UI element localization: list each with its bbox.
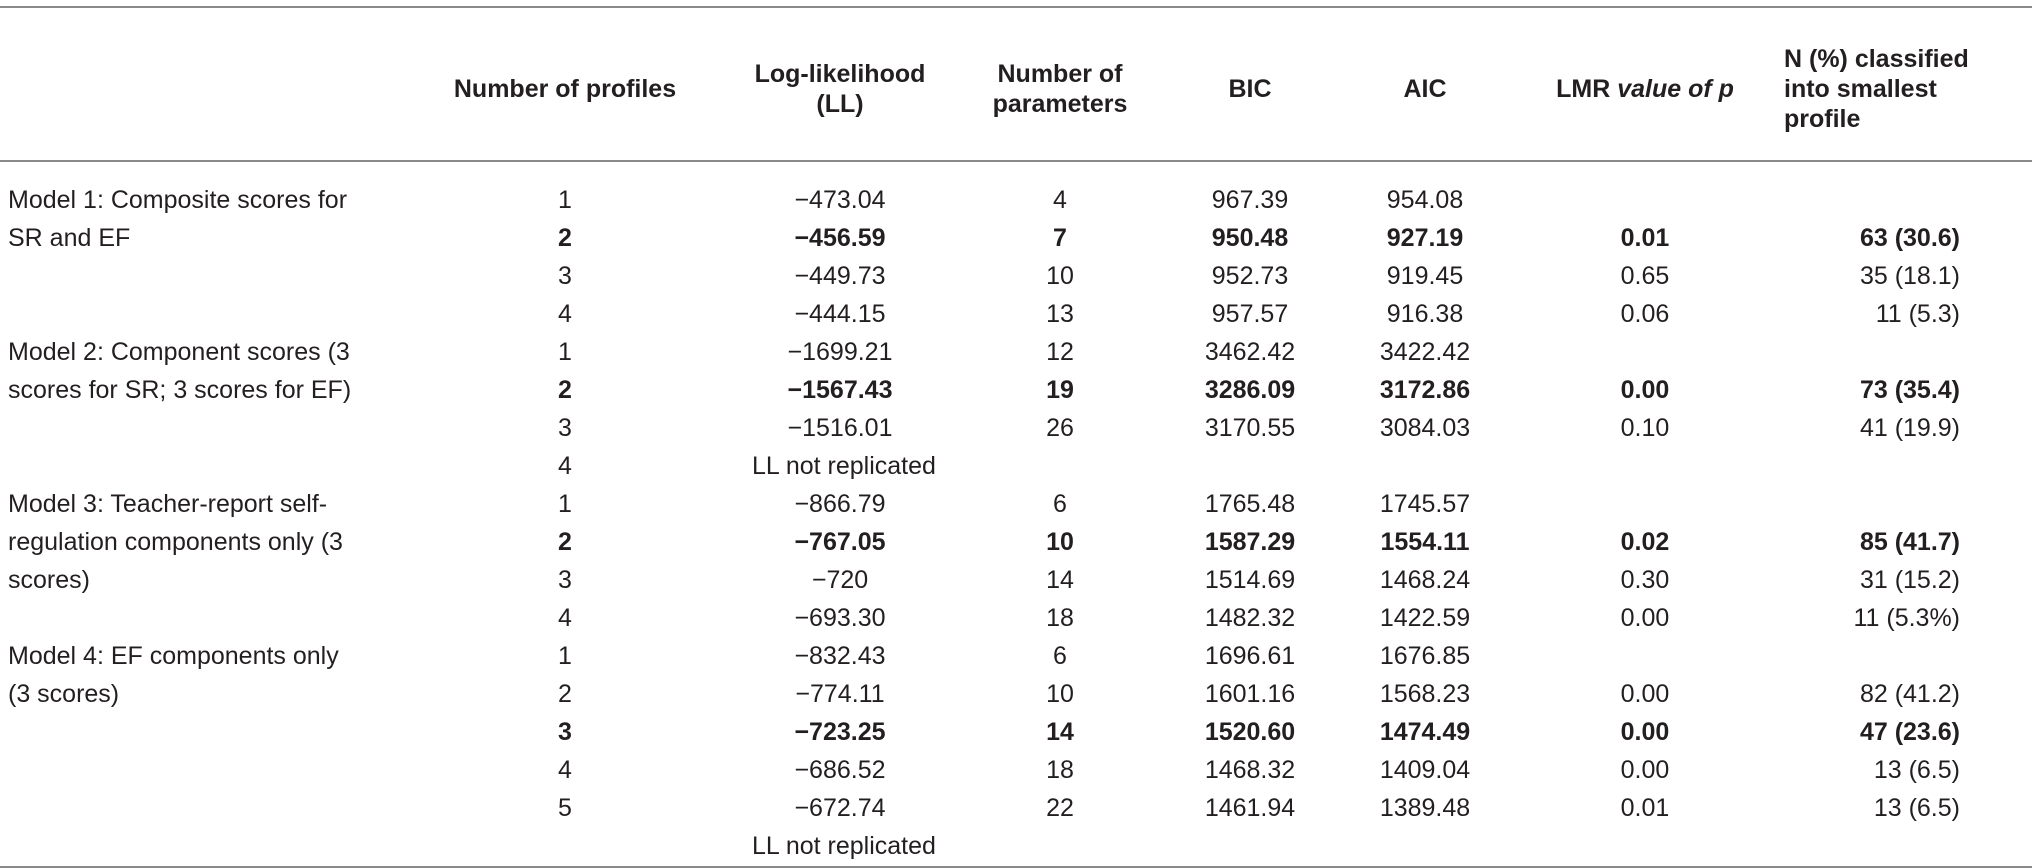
n-classified-cell: 85 (41.7) (1859, 528, 1960, 556)
log-likelihood-cell: −456.59 (794, 224, 886, 252)
aic-cell: 1389.48 (1379, 794, 1471, 822)
n-classified-cell: 41 (19.9) (1859, 414, 1960, 442)
model-2-label: Model 2: Component scores (3 scores for SR; 3 scores for EF) (8, 338, 352, 404)
parameters-cell: 13 (1046, 300, 1074, 328)
parameters-cell: 14 (1046, 718, 1074, 746)
n-classified-cell: 47 (23.6) (1859, 718, 1960, 746)
log-likelihood-cell: −832.43 (794, 642, 886, 670)
lmr-cell (1560, 485, 1730, 523)
profiles-cell: 4 (558, 604, 572, 632)
profiles-cell: 2 (558, 680, 572, 708)
header-divider-rule (0, 160, 2032, 162)
bic-cell: 1461.94 (1204, 794, 1296, 822)
parameters-cell: 22 (1046, 794, 1074, 822)
table-row (0, 295, 2032, 333)
aic-cell: 3172.86 (1379, 376, 1471, 404)
n-classified-cell (1780, 333, 1960, 371)
bic-cell: 3286.09 (1204, 376, 1296, 404)
profiles-cell: 4 (558, 452, 572, 480)
table-row (0, 751, 2032, 789)
table-row (0, 333, 2032, 371)
profiles-cell: 1 (558, 490, 572, 518)
not-replicated-note: LL not replicated (752, 452, 936, 480)
lmr-cell: 0.00 (1620, 718, 1670, 746)
log-likelihood-cell: −774.11 (795, 680, 885, 708)
lmr-cell: 0.00 (1620, 604, 1670, 632)
log-likelihood-cell: −444.15 (794, 300, 886, 328)
lmr-cell: 0.00 (1620, 756, 1670, 784)
table-row (0, 713, 2032, 751)
log-likelihood-cell: −672.74 (794, 794, 886, 822)
parameters-cell: 10 (1046, 528, 1074, 556)
profiles-cell: 3 (558, 414, 572, 442)
profiles-cell: 1 (558, 186, 572, 214)
aic-cell: 1676.85 (1379, 642, 1471, 670)
bic-cell: 1482.32 (1204, 604, 1296, 632)
table-top-rule (0, 6, 2032, 8)
lmr-cell: 0.00 (1620, 680, 1670, 708)
header-log-likelihood: Log-likelihood (LL) (754, 60, 926, 118)
header-n-classified: N (%) classified into smallest profile (1784, 45, 1969, 133)
aic-cell: 1422.59 (1379, 604, 1471, 632)
profiles-cell: 3 (558, 718, 572, 746)
lmr-cell: 0.06 (1620, 300, 1670, 328)
table-row (0, 409, 2032, 447)
parameters-cell: 19 (1046, 376, 1074, 404)
aic-cell: 916.38 (1386, 300, 1464, 328)
lmr-cell: 0.02 (1620, 528, 1670, 556)
profiles-cell: 4 (558, 756, 572, 784)
n-classified-cell: 82 (41.2) (1859, 680, 1960, 708)
parameters-cell: 18 (1046, 756, 1074, 784)
aic-cell: 919.45 (1386, 262, 1464, 290)
aic-cell: 927.19 (1386, 224, 1464, 252)
log-likelihood-cell: −449.73 (794, 262, 886, 290)
table-row (0, 637, 2032, 675)
parameters-cell: 10 (1046, 680, 1074, 708)
header-aic: AIC (1403, 75, 1447, 103)
table-row (0, 257, 2032, 295)
header-number-of-profiles: Number of profiles (453, 75, 677, 103)
bic-cell: 3462.42 (1204, 338, 1296, 366)
profiles-cell: 2 (558, 224, 572, 252)
parameters-cell: 6 (1053, 490, 1067, 518)
parameters-cell: 26 (1046, 414, 1074, 442)
table-row (0, 181, 2032, 219)
bic-cell: 1468.32 (1204, 756, 1296, 784)
log-likelihood-cell: −866.79 (794, 490, 886, 518)
log-likelihood-cell: −1516.01 (787, 414, 893, 442)
n-classified-cell: 35 (18.1) (1859, 262, 1960, 290)
lmr-cell: 0.10 (1620, 414, 1670, 442)
log-likelihood-cell: −723.25 (794, 718, 886, 746)
log-likelihood-cell: −686.52 (794, 756, 886, 784)
profiles-cell: 2 (558, 528, 572, 556)
table-row (0, 599, 2032, 637)
aic-cell: 1474.49 (1379, 718, 1471, 746)
log-likelihood-cell: −693.30 (794, 604, 886, 632)
aic-cell: 3084.03 (1379, 414, 1471, 442)
bic-cell: 1514.69 (1204, 566, 1296, 594)
bic-cell: 967.39 (1211, 186, 1289, 214)
lmr-cell (1560, 181, 1730, 219)
bic-cell: 1587.29 (1204, 528, 1296, 556)
parameters-cell: 18 (1046, 604, 1074, 632)
profiles-cell: 4 (558, 300, 572, 328)
profiles-cell (500, 827, 630, 865)
model-4-label: Model 4: EF components only (3 scores) (8, 642, 339, 708)
n-classified-cell: 11 (5.3) (1875, 300, 1960, 328)
bic-cell: 1520.60 (1204, 718, 1296, 746)
parameters-cell: 10 (1046, 262, 1074, 290)
bic-cell: 1765.48 (1204, 490, 1296, 518)
n-classified-cell (1780, 485, 1960, 523)
bic-cell: 950.48 (1211, 224, 1289, 252)
bic-cell: 1601.16 (1204, 680, 1296, 708)
log-likelihood-cell: −473.04 (794, 186, 886, 214)
aic-cell: 954.08 (1386, 186, 1464, 214)
table-row (0, 219, 2032, 257)
log-likelihood-cell: −1567.43 (787, 376, 893, 404)
n-classified-cell: 63 (30.6) (1859, 224, 1960, 252)
parameters-cell: 6 (1053, 642, 1067, 670)
profiles-cell: 1 (558, 338, 572, 366)
table-row (0, 371, 2032, 409)
log-likelihood-cell: −767.05 (794, 528, 886, 556)
parameters-cell: 4 (1053, 186, 1067, 214)
lmr-cell: 0.65 (1620, 262, 1670, 290)
header-number-of-parameters: Number of parameters (992, 60, 1128, 118)
n-classified-cell: 31 (15.2) (1859, 566, 1960, 594)
aic-cell: 1745.57 (1379, 490, 1471, 518)
bic-cell: 957.57 (1211, 300, 1289, 328)
table-row (0, 561, 2032, 599)
bic-cell: 1696.61 (1204, 642, 1296, 670)
n-classified-cell: 11 (5.3%) (1853, 604, 1960, 632)
table-row (0, 675, 2032, 713)
lmr-cell: 0.01 (1620, 794, 1670, 822)
table-row (0, 485, 2032, 523)
lmr-cell: 0.01 (1620, 224, 1670, 252)
bic-cell: 3170.55 (1204, 414, 1296, 442)
table-row (0, 447, 2032, 485)
parameters-cell: 12 (1046, 338, 1074, 366)
profiles-cell: 5 (558, 794, 572, 822)
lmr-cell (1560, 333, 1730, 371)
lmr-cell: 0.30 (1620, 566, 1670, 594)
lmr-cell: 0.00 (1620, 376, 1670, 404)
table-row (0, 827, 2032, 865)
log-likelihood-cell: −1699.21 (787, 338, 893, 366)
header-bic: BIC (1228, 75, 1272, 103)
lmr-cell (1560, 637, 1730, 675)
aic-cell: 1468.24 (1379, 566, 1471, 594)
n-classified-cell: 13 (6.5) (1873, 756, 1960, 784)
table-row (0, 523, 2032, 561)
not-replicated-note: LL not replicated (752, 832, 936, 860)
n-classified-cell (1780, 181, 1960, 219)
n-classified-cell (1780, 637, 1960, 675)
model-3-label: Model 3: Teacher-report self- regulation components only (3 scores) (8, 490, 343, 594)
n-classified-cell: 73 (35.4) (1859, 376, 1960, 404)
profiles-cell: 3 (558, 566, 572, 594)
parameters-cell: 7 (1053, 224, 1067, 252)
model-1-label: Model 1: Composite scores for SR and EF (8, 186, 348, 252)
aic-cell: 1409.04 (1379, 756, 1471, 784)
aic-cell: 1568.23 (1379, 680, 1471, 708)
aic-cell: 3422.42 (1379, 338, 1471, 366)
aic-cell: 1554.11 (1380, 528, 1470, 556)
table-row (0, 789, 2032, 827)
bic-cell: 952.73 (1211, 262, 1289, 290)
log-likelihood-cell: −720 (811, 566, 869, 594)
parameters-cell: 14 (1046, 566, 1074, 594)
profiles-cell: 3 (558, 262, 572, 290)
profiles-cell: 2 (558, 376, 572, 404)
n-classified-cell: 13 (6.5) (1873, 794, 1960, 822)
header-lmr-value: LMR value of p (1556, 75, 1734, 103)
profiles-cell: 1 (558, 642, 572, 670)
